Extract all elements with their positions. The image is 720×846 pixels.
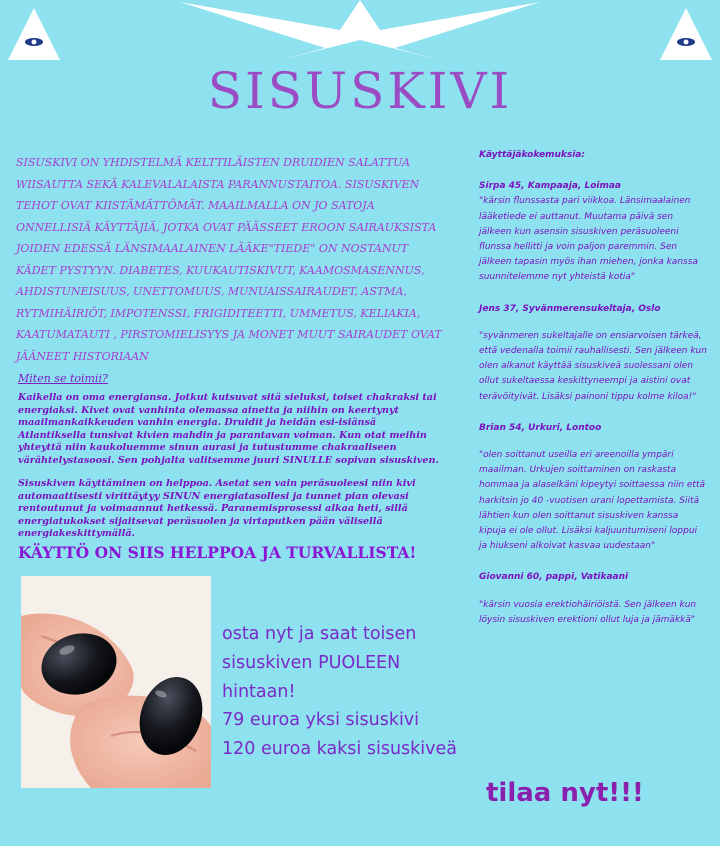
offer-line: osta nyt ja saat toisen [222,624,417,644]
safety-slogan: KÄYTTÖ ON SIIS HELPPOA JA TURVALLISTA! [18,543,417,562]
offer-line: 120 euroa kaksi sisuskiveä [222,739,458,760]
testimonial-quote: "kärsin vuosia erektiohäiriöistä. Sen jälkeen kun löysin sisuskiven erektioni ollut luja ja jämäkkä" [479,599,697,625]
star-icon [180,0,540,60]
page-title: SISUSKIVI [207,62,513,120]
testimonial-quote: "olen soittanut useilla eri areenoilla ympäri maailman. Urkujen soittaminen on raskasta hommaa ja alaselkäni kipeytyi soittaessa niin että harkitsin jo 40 -vuotisen urani lopettamista. Siitä lähtien kun olen soittanut sisuskiven kanssa kipuja ei ole ollut. Lisäksi kaljuuntumiseni loppui ja hiukseni alkoivat kasvaa uudestaan" [479,450,706,552]
testimonial-quote: "syvänmeren sukeltajalle on ensiarvoisen tärkeä, että vedenalla toimii rauhallisesti. Sen jälkeen kun olen alkanut käyttää sisuskiveä suolessani olen ollut sukeltaessa keskittyneempi ja aistini ovat terävöityivät. Lisäksi painoni tippu kolme kiloa!" [479,330,707,402]
eye-of-providence-right-icon [656,4,716,64]
offer-line: sisuskiven PUOLEEN [222,652,401,673]
stones-in-hands-image [21,576,211,788]
eye-of-providence-left-icon [4,4,64,64]
testimonial-name: Sirpa 45, Kampaaja, Loimaa [479,181,621,192]
testimonials-section [479,148,707,644]
testimonial-quote: "kärsin flunssasta pari viikkoa. Länsimaalainen lääketiede ei auttanut. Muutama päivä sen jälkeen kun asensin sisuskiven peräsuoleeni flunssa hellitti ja voin paljon paremmin. Sen jälkeen tapasin myös ihan miehen, jonka kanssa suunnitelemme nyt yhteistä kotia" [479,196,698,283]
testimonial-name: Brian 54, Urkuri, Lontoo [479,422,602,433]
usage-paragraph: Sisuskiven käyttäminen on helppoa. Asetat sen vain peräsuoleesi niin kivi automaattisesti virittäytyy SINUN energiatasollesi ja tunnet pian olevasi rentoutunut ja voimaannut hetkessä. Paranemisprosessi alkaa heti, sillä energiatukokset sijaitsevat peräsuolen ja virtaputken pään välisellä energiakeskittymällä. [18,478,416,540]
order-now-link[interactable]: tilaa nyt!!! [486,778,644,808]
intro-text: SISUSKIVI ON YHDISTELMÄ KELTTILÄISTEN DRUIDIEN SALATTUA WIISAUTTA SEKÄ KALEVALALAISTA PARANNUSTAITOA. SISUSKIVEN TEHOT OVAT KIISTÄMÄTTÖMÄT. MAAILMALLA ON JO SATOJA ONNELLISIÄ KÄYTTÄJIÄ, JOTKA OVAT PÄÄSSEET EROON SAIRAUKSISTA JOIDEN EDESSÄ LÄNSIMAALAINEN LÄÄKE"TIEDE" ON NOSTANUT KÄDET PYSTYYN. DIABETES, KUUKAUTISKIVUT, KAAMOSMASENNUS, AHDISTUNEISUUS, UNETTOMUUS, MUNUAISSAIRAUDET, ASTMA, RYTMIHÄIRIÖT, IMPOTENSSI, FRIGIDITEETTI, UMMETUS, KELIAKIA, KAATUMATAUTI , PIRSTOMIELISYYS JA MONET MUUT SAIRAUDET OVAT JÄÄNEET HISTORIAAN [16,156,442,363]
testimonial-name: Giovanni 60, pappi, Vatikaani [479,572,629,583]
offer-text [222,620,512,764]
offer-line: 79 euroa yksi sisuskivi [222,710,420,731]
how-it-works-paragraph: Kaikella on oma energiansa. Jotkut kutsuvat sitä sieluksi, toiset chakraksi tai energiaksi. Kivet ovat vanhinta olemassa ainetta ja niihin on keertynyt maailmankaikkeuden vanhin energia. Druidit ja heidän esi-isiänsä Atlantiksella tunsivat kivien mahdin ja parantavan voiman. Kun otat meihin yhteyttä niin kaukoluemme sinun aurasi ja tutustumme chakraaliseen värähtelystasoosi. Sen pohjalta valitsemme juuri SINULLE sopivan sisuskiven. [18,392,439,466]
testimonials-heading: Käyttäjäkokemuksia: [479,150,585,160]
how-it-works-link[interactable]: Miten se toimii? [18,372,108,385]
offer-line: hintaan! [222,681,296,702]
testimonial-name: Jens 37, Syvänmerensukeltaja, Oslo [479,303,661,314]
